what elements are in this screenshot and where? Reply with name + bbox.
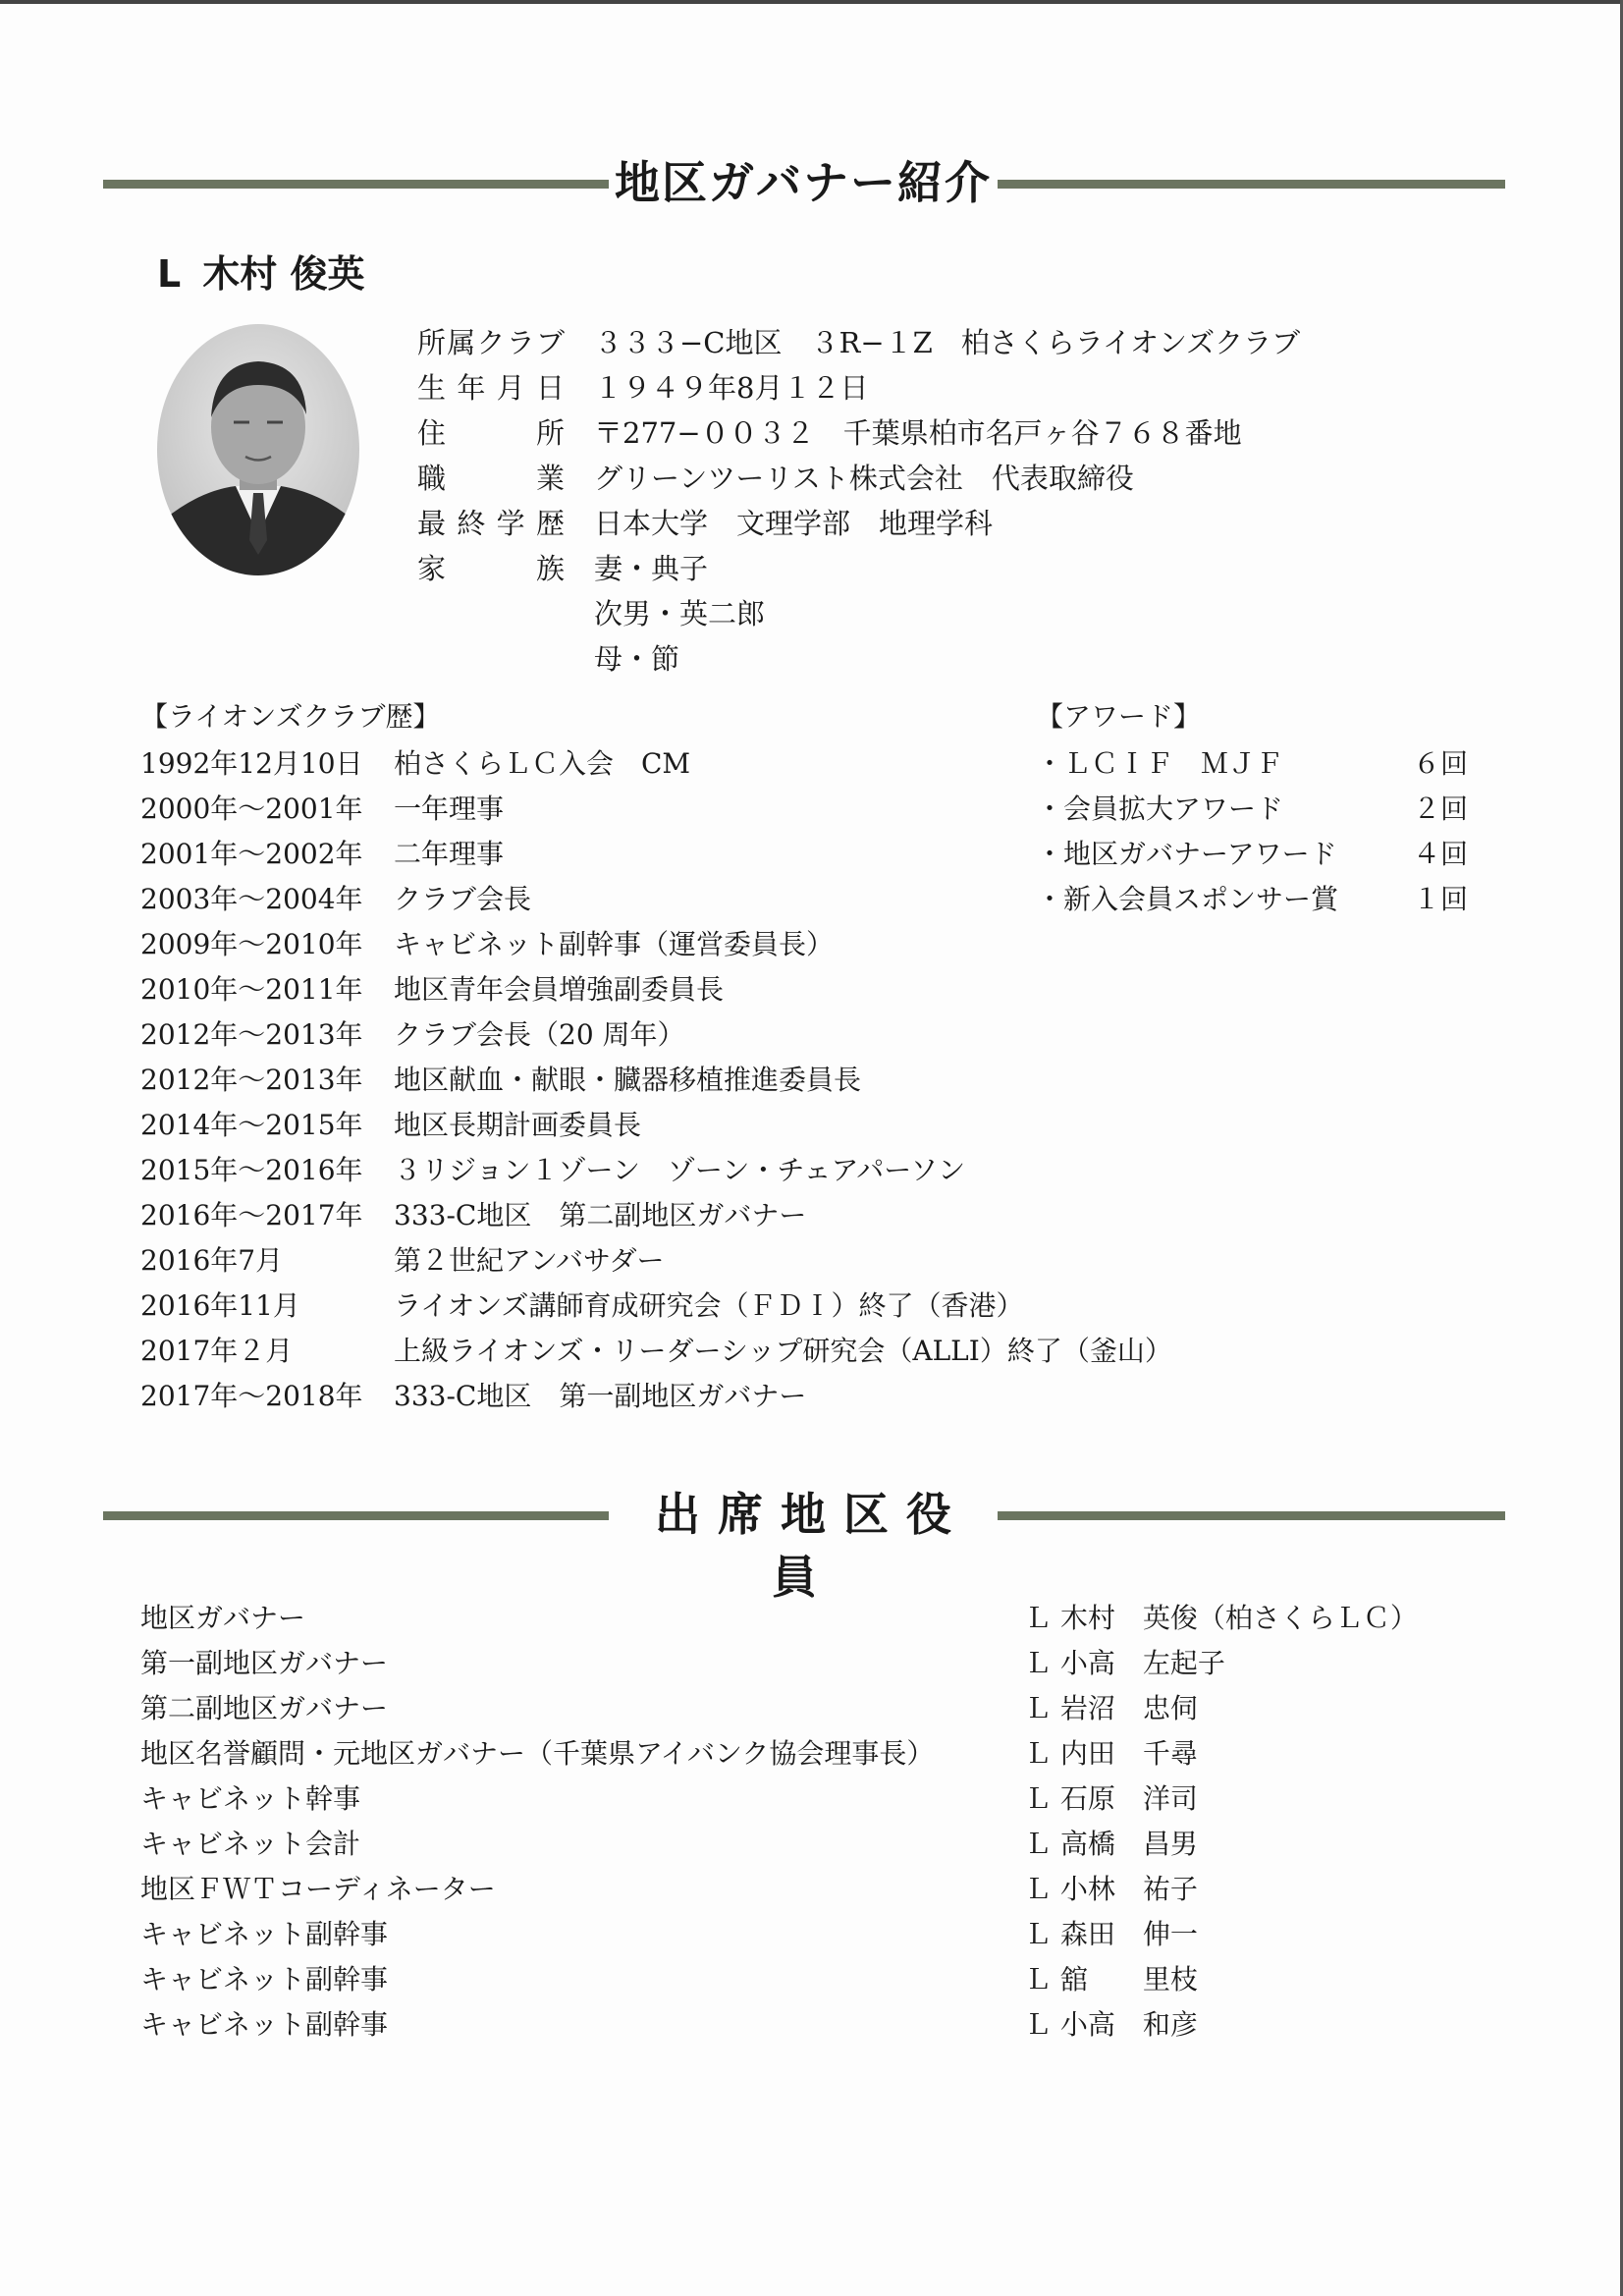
history-date: 2003年〜2004年	[140, 883, 363, 915]
history-item	[140, 1374, 1172, 1419]
profile-row	[417, 320, 1546, 365]
profile-label: 所属クラブ	[417, 326, 565, 359]
history-item	[140, 1284, 1172, 1329]
history-text: 第２世紀アンバサダー	[394, 1244, 665, 1277]
page-top-edge	[0, 0, 1623, 4]
officer-row	[140, 2002, 1466, 2048]
award-name: ・地区ガバナーアワード	[1036, 838, 1337, 870]
award-item	[1036, 741, 1468, 787]
officer-role: 地区名誉顧問・元地区ガバナー（千葉県アイバンク協会理事長）	[140, 1737, 935, 1770]
history-text: 地区献血・献眼・臓器移植推進委員長	[394, 1064, 862, 1096]
awards-list	[1036, 741, 1468, 922]
officer-row	[140, 1912, 1466, 1957]
history-date: 2016年〜2017年	[140, 1199, 363, 1231]
heading-rule-left	[103, 1511, 609, 1520]
history-item	[140, 1329, 1172, 1374]
officer-role: 地区ＦＷＴコーディネーター	[140, 1873, 496, 1905]
award-item	[1036, 877, 1468, 922]
award-item	[1036, 787, 1468, 832]
profile-value: 日本大学 文理学部 地理学科	[594, 507, 994, 540]
heading-rule-right	[998, 1511, 1505, 1520]
history-text: クラブ会長（20 周年）	[394, 1018, 685, 1051]
section-heading-governor	[103, 147, 1505, 222]
officer-row	[140, 1822, 1466, 1867]
officer-name: Ｌ 内田 千尋	[1024, 1737, 1198, 1770]
officer-role: 地区ガバナー	[140, 1602, 306, 1634]
profile-value: １９４９年8月１２日	[594, 371, 869, 405]
history-item	[140, 787, 1172, 832]
officers-list	[140, 1596, 1466, 2048]
history-item	[140, 967, 1172, 1012]
profile-row	[417, 365, 1546, 410]
history-date: 2001年〜2002年	[140, 838, 363, 870]
officer-role: キャビネット副幹事	[140, 2008, 389, 2041]
history-text: 333-C地区 第二副地区ガバナー	[394, 1199, 807, 1231]
profile-value: ３３３−C地区 ３R−１Z 柏さくらライオンズクラブ	[594, 326, 1301, 359]
profile-row	[417, 456, 1546, 501]
history-item	[140, 1148, 1172, 1193]
history-date: 2000年〜2001年	[140, 793, 363, 825]
officer-role: キャビネット副幹事	[140, 1963, 389, 1995]
heading-rule-left	[103, 180, 609, 189]
name-prefix: L	[157, 252, 182, 296]
officer-name: Ｌ 小高 左起子	[1024, 1647, 1225, 1679]
history-item	[140, 1058, 1172, 1103]
profile-label: 最終学歴	[417, 507, 565, 540]
profile-row	[417, 501, 1546, 546]
history-text: 柏さくらＬＣ入会 CM	[394, 747, 691, 780]
history-text: 333-C地区 第一副地区ガバナー	[394, 1380, 807, 1412]
officer-row	[140, 1641, 1466, 1686]
officer-row	[140, 1867, 1466, 1912]
profile-label: 生年月日	[417, 371, 565, 405]
history-item	[140, 1103, 1172, 1148]
profile-row	[417, 410, 1546, 456]
history-text: 二年理事	[394, 838, 505, 870]
history-date: 2012年〜2013年	[140, 1064, 363, 1096]
name-text: 木村 俊英	[202, 252, 365, 296]
profile-value: 〒277−００３２ 千葉県柏市名戸ヶ谷７６８番地	[594, 416, 1242, 450]
officer-name: Ｌ 高橋 昌男	[1024, 1828, 1198, 1860]
profile-block	[417, 320, 1546, 682]
history-date: 2009年〜2010年	[140, 928, 363, 960]
section-title: 出席地区役員	[655, 1488, 969, 1604]
officer-role: キャビネット副幹事	[140, 1918, 389, 1950]
officer-name: Ｌ 岩沼 忠伺	[1024, 1692, 1198, 1724]
club-history-list	[140, 741, 1172, 1419]
history-item	[140, 1193, 1172, 1238]
family-member: 母・節	[594, 642, 680, 676]
officer-role: キャビネット会計	[140, 1828, 361, 1860]
officer-row	[140, 1777, 1466, 1822]
history-text: ライオンズ講師育成研究会（ＦＤＩ）終了（香港）	[394, 1289, 1024, 1322]
officer-name: Ｌ 森田 伸一	[1024, 1918, 1198, 1950]
award-count: ４回	[1412, 838, 1468, 870]
officer-name: Ｌ 木村 英俊（柏さくらＬＣ）	[1024, 1602, 1418, 1634]
history-item	[140, 1238, 1172, 1284]
award-count: ６回	[1412, 747, 1468, 780]
history-text: 一年理事	[394, 793, 505, 825]
family-member: 次男・英二郎	[594, 597, 766, 630]
history-text: 上級ライオンズ・リーダーシップ研究会（ALLI）終了（釜山）	[394, 1335, 1172, 1367]
officer-role: キャビネット幹事	[140, 1782, 361, 1815]
officer-name: Ｌ 小林 祐子	[1024, 1873, 1198, 1905]
history-date: 2017年〜2018年	[140, 1380, 363, 1412]
history-title: 【ライオンズクラブ歴】	[140, 700, 441, 733]
awards-title: 【アワード】	[1036, 700, 1202, 733]
heading-rule-right	[998, 180, 1505, 189]
section-title: 地区ガバナー紹介	[615, 156, 992, 209]
history-item	[140, 832, 1172, 877]
history-text: 地区長期計画委員長	[394, 1109, 642, 1141]
profile-label: 住所	[417, 416, 565, 450]
history-text: キャビネット副幹事（運営委員長）	[394, 928, 835, 960]
governor-name	[157, 244, 386, 298]
officer-role: 第一副地区ガバナー	[140, 1647, 389, 1679]
officer-row	[140, 1731, 1466, 1777]
history-date: 2015年〜2016年	[140, 1154, 363, 1186]
award-name: ・会員拡大アワード	[1036, 793, 1284, 825]
history-text: ３リジョン１ゾーン ゾーン・チェアパーソン	[394, 1154, 966, 1186]
history-item	[140, 741, 1172, 787]
profile-label: 職業	[417, 462, 565, 495]
award-name: ・ＬＣＩＦ ＭＪＦ	[1036, 747, 1284, 780]
section-heading-officers	[103, 1479, 1505, 1604]
officer-role: 第二副地区ガバナー	[140, 1692, 389, 1724]
officer-name: Ｌ 舘 里枝	[1024, 1963, 1198, 1995]
award-count: ２回	[1412, 793, 1468, 825]
history-date: 2012年〜2013年	[140, 1018, 363, 1051]
history-date: 2010年〜2011年	[140, 973, 363, 1006]
portrait-photo	[157, 324, 359, 575]
history-text: 地区青年会員増強副委員長	[394, 973, 725, 1006]
profile-value: グリーンツーリスト株式会社 代表取締役	[594, 462, 1134, 495]
history-date: 1992年12月10日	[140, 747, 363, 780]
officer-row	[140, 1596, 1466, 1641]
officer-row	[140, 1686, 1466, 1731]
award-item	[1036, 832, 1468, 877]
profile-label: 家族	[417, 552, 565, 585]
history-text: クラブ会長	[394, 883, 532, 915]
history-date: 2014年〜2015年	[140, 1109, 363, 1141]
history-date: 2017年２月	[140, 1335, 294, 1367]
award-name: ・新入会員スポンサー賞	[1036, 883, 1339, 915]
profile-value: 妻・典子	[594, 552, 709, 585]
history-date: 2016年11月	[140, 1289, 300, 1322]
history-date: 2016年7月	[140, 1244, 284, 1277]
officer-name: Ｌ 石原 洋司	[1024, 1782, 1198, 1815]
award-count: １回	[1412, 883, 1468, 915]
history-item	[140, 1012, 1172, 1058]
history-item	[140, 922, 1172, 967]
officer-name: Ｌ 小高 和彦	[1024, 2008, 1198, 2041]
history-item	[140, 877, 1172, 922]
officer-row	[140, 1957, 1466, 2002]
profile-row	[417, 546, 1546, 591]
